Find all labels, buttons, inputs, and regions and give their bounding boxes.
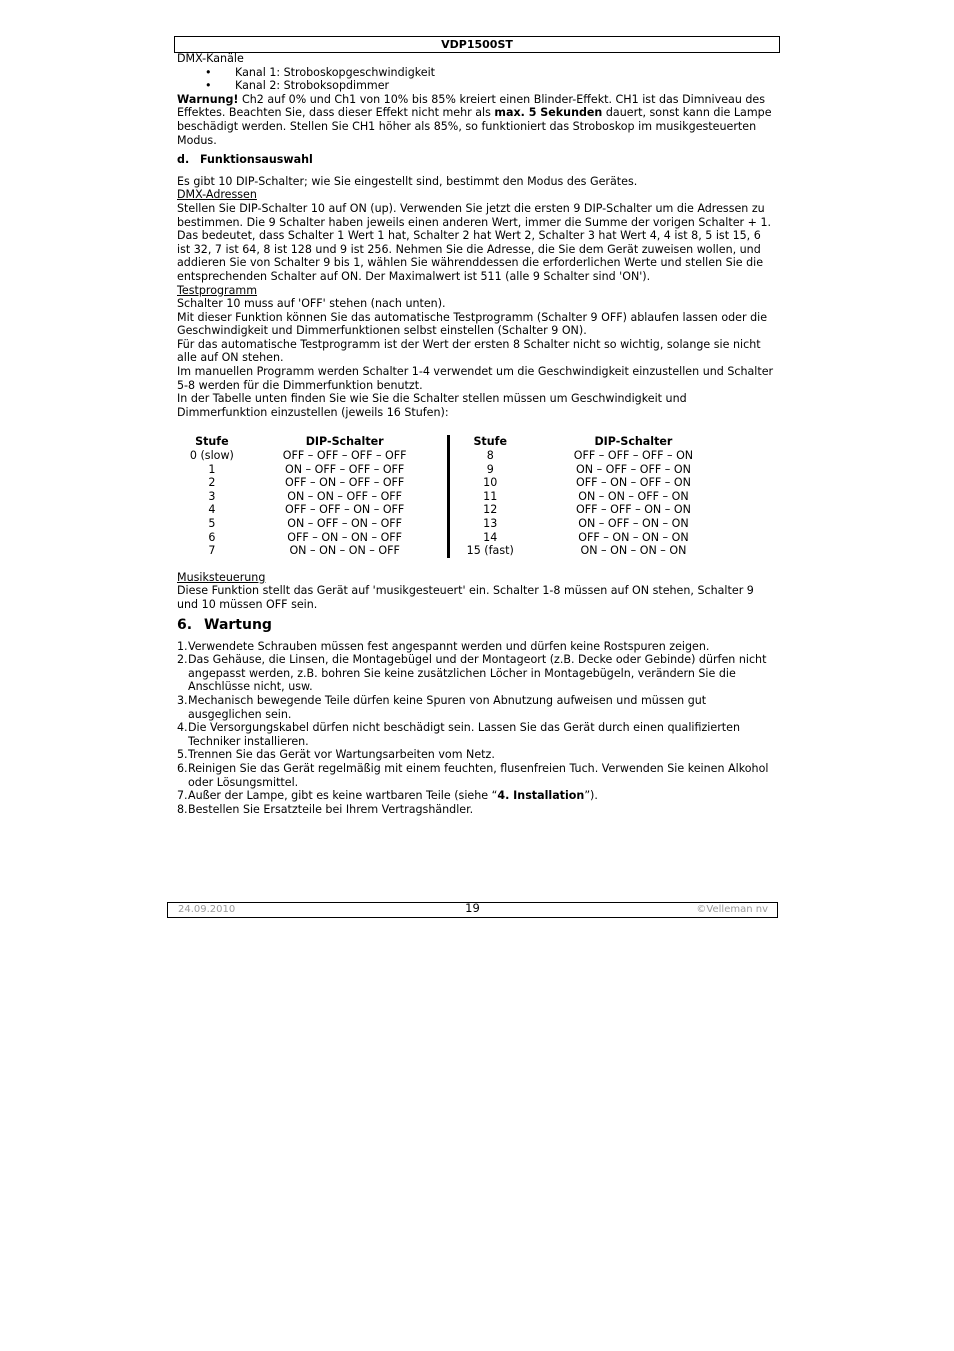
item-reference: 4. Installation xyxy=(497,789,585,803)
chapter-number: 6. xyxy=(177,616,193,633)
item-number: 5. xyxy=(177,748,188,762)
subheading-testprogramm: Testprogramm xyxy=(177,283,258,297)
table-row xyxy=(181,463,736,477)
list-item: • Kanal 2: Stroboksopdimmer xyxy=(177,79,777,93)
test-paragraph: In der Tabelle unten finden Sie wie Sie die Schalter stellen müssen um Geschwindigkeit und Dimmerfunktion einzustellen (jeweils 16 Stufen): xyxy=(177,392,687,419)
item-text: Die Versorgungskabel dürfen nicht beschädigt sein. Lassen Sie das Gerät durch einen qualifizierten Techniker installieren. xyxy=(188,721,740,748)
list-item xyxy=(177,789,777,803)
list-item xyxy=(177,762,777,789)
item-text: ”). xyxy=(584,789,598,803)
chapter-heading xyxy=(177,617,777,634)
page-content xyxy=(177,52,777,816)
table-cell: 7 xyxy=(208,544,216,558)
table-cell: 6 xyxy=(208,530,216,544)
table-cell: 15 (fast) xyxy=(448,544,531,558)
table-row xyxy=(181,490,736,504)
table-row xyxy=(181,544,736,558)
table-row xyxy=(181,476,736,490)
document-title: VDP1500ST xyxy=(441,38,513,51)
list-item xyxy=(177,721,777,748)
table-cell: OFF – ON – ON – OFF xyxy=(287,530,403,544)
warning-paragraph xyxy=(177,93,777,147)
footer-copyright: ©Velleman nv xyxy=(696,904,768,915)
list-item xyxy=(177,640,777,654)
page-footer xyxy=(167,902,778,918)
table-cell: ON – ON – OFF – ON xyxy=(578,489,689,503)
table-cell: OFF – OFF – OFF – OFF xyxy=(282,449,407,463)
list-item xyxy=(177,694,777,721)
list-item xyxy=(177,653,777,694)
item-text: Das Gehäuse, die Linsen, die Montagebügel und der Montageort (z.B. Decke oder Gebinde) dürfen nicht angepasst werden, z.B. bohren Sie keine zusätzlichen Löcher in Montagebügeln, verändern Sie die Anschlüsse nicht, usw. xyxy=(188,653,767,694)
table-row xyxy=(181,517,736,531)
table-header-row xyxy=(181,435,736,449)
item-number: 6. xyxy=(177,761,188,775)
item-text: Bestellen Sie Ersatzteile bei Ihrem Vertragshändler. xyxy=(188,802,474,816)
intro-paragraph: Es gibt 10 DIP-Schalter; wie Sie eingestellt sind, bestimmt den Modus des Gerätes. xyxy=(177,174,638,188)
item-text: Außer der Lampe, gibt es keine wartbaren Teile (siehe “ xyxy=(188,789,498,803)
table-cell: ON – OFF – ON – OFF xyxy=(287,517,403,530)
column-header: Stufe xyxy=(195,435,229,449)
table-cell: 12 xyxy=(448,503,531,517)
table-cell: OFF – ON – ON – ON xyxy=(578,530,689,544)
table-cell: ON – OFF – OFF – OFF xyxy=(285,462,405,476)
dmx-address-paragraph: Stellen Sie DIP-Schalter 10 auf ON (up). Verwenden Sie jetzt die ersten 9 DIP-Schalter um die Adressen zu bestimmen. Die 9 Schalter haben jeweils einen anderen Wert, immer die Summe der vorigen Schalter + 1. Das bedeutet, dass Schalter 1 Wert 1 hat, Schalter 2 hat Wert 2, Schalter 3 hat Wert 4, 4 ist 8, 5 ist 15, 6 ist 32, 7 ist 64, 8 ist 128 und 9 ist 256. Nehmen Sie die Adresse, die Sie dem Gerät zuweisen wollen, und addieren Sie von Schalter 9 bis 1, wählen Sie währenddessen die erforderlichen Werte und stellen Sie die entsprechenden Schalter auf ON. Der Maximalwert ist 511 (alle 9 Schalter sind 'ON'). xyxy=(177,201,772,283)
music-paragraph: Diese Funktion stellt das Gerät auf 'musikgesteuert' ein. Schalter 1-8 müssen auf ON stehen, Schalter 9 und 10 müssen OFF sein. xyxy=(177,584,754,611)
list-item xyxy=(177,748,777,762)
footer-date: 24.09.2010 xyxy=(178,904,236,915)
section-heading xyxy=(177,153,777,167)
maintenance-list xyxy=(177,640,777,817)
table-cell: ON – OFF – OFF – ON xyxy=(576,462,691,476)
item-text: Trennen Sie das Gerät vor Wartungsarbeiten vom Netz. xyxy=(188,748,495,762)
item-text: Reinigen Sie das Gerät regelmäßig mit einem feuchten, flusenfreien Tuch. Verwenden Sie keinen Alkohol oder Lösungsmittel. xyxy=(188,761,769,789)
table-cell: 13 xyxy=(448,517,531,531)
table-cell: 5 xyxy=(208,517,216,530)
section-number: d. xyxy=(177,153,190,167)
table-cell: ON – ON – ON – OFF xyxy=(289,544,400,558)
test-paragraph: Für das automatische Testprogramm ist der Wert der ersten 8 Schalter nicht so wichtig, solange sie nicht alle auf ON stehen. xyxy=(177,337,761,365)
table-cell: 1 xyxy=(208,462,216,476)
table-cell: OFF – OFF – ON – OFF xyxy=(285,503,405,517)
table-cell: 10 xyxy=(448,476,531,490)
table-cell: OFF – OFF – ON – ON xyxy=(576,503,691,517)
table-cell: 11 xyxy=(448,490,531,504)
table-row xyxy=(181,449,736,463)
list-item xyxy=(177,803,777,817)
table-cell: OFF – ON – OFF – OFF xyxy=(285,476,405,490)
subheading-musiksteuerung: Musiksteuerung xyxy=(177,570,266,584)
table-cell: 0 (slow) xyxy=(189,449,234,463)
chapter-title: Wartung xyxy=(204,616,272,633)
table-cell: ON – ON – OFF – OFF xyxy=(287,489,403,503)
table-cell: 3 xyxy=(208,489,216,503)
test-paragraph: Schalter 10 muss auf 'OFF' stehen (nach unten). xyxy=(177,297,446,311)
table-cell: 4 xyxy=(208,503,216,517)
item-text: Mechanisch bewegende Teile dürfen keine Spuren von Abnutzung aufweisen und müssen gut ausgeglichen sein. xyxy=(188,693,707,721)
table-cell: ON – ON – ON – ON xyxy=(580,544,687,558)
table-cell: OFF – ON – OFF – ON xyxy=(576,476,691,490)
item-number: 3. xyxy=(177,693,188,707)
page-number: 19 xyxy=(465,901,480,915)
document-header xyxy=(174,36,780,53)
warning-text: Ch2 auf 0% und Ch1 von 10% bis 85% kreiert einen Blinder-Effekt. CH1 ist das Dimniveau des Effektes. Beachten Sie, dass dieser Effekt nicht mehr als xyxy=(177,92,766,120)
dmx-heading: DMX-Kanäle xyxy=(177,52,244,65)
table-cell: OFF – OFF – OFF – ON xyxy=(573,449,694,463)
item-number: 1. xyxy=(177,639,188,653)
table-cell: ON – OFF – ON – ON xyxy=(578,517,689,530)
test-paragraph: Im manuellen Programm werden Schalter 1-4 verwendet um die Geschwindigkeit einzustellen und Schalter 5-8 werden für die Dimmerfunktion benutzt. xyxy=(177,365,774,392)
table-row xyxy=(181,503,736,517)
table-cell: 2 xyxy=(208,476,216,490)
table-cell: 8 xyxy=(448,449,531,463)
item-number: 4. xyxy=(177,721,188,735)
column-header: DIP-Schalter xyxy=(594,435,673,449)
item-number: 8. xyxy=(177,802,188,816)
test-paragraph: Mit dieser Funktion können Sie das automatische Testprogramm (Schalter 9 OFF) ablaufen lassen oder die Geschwindigkeit und Dimmerfunktionen selbst einstellen (Schalter 9 ON). xyxy=(177,310,768,338)
table-cell: 14 xyxy=(448,531,531,545)
column-header: Stufe xyxy=(448,435,531,449)
subheading-dmx-adressen: DMX-Adressen xyxy=(177,188,257,202)
dip-switch-table xyxy=(181,435,736,557)
section-title: Funktionsauswahl xyxy=(200,153,313,167)
table-cell: 9 xyxy=(448,463,531,477)
warning-emphasis: max. 5 Sekunden xyxy=(494,106,603,120)
column-header: DIP-Schalter xyxy=(305,435,384,449)
list-item: • Kanal 1: Stroboskopgeschwindigkeit xyxy=(177,66,777,80)
item-number: 2. xyxy=(177,653,188,667)
dmx-channel-list xyxy=(177,66,777,93)
item-number: 7. xyxy=(177,789,188,803)
table-row xyxy=(181,531,736,545)
item-text: Verwendete Schrauben müssen fest angespannt werden und dürfen keine Rostspuren zeigen. xyxy=(188,639,710,653)
warning-label: Warnung! xyxy=(177,92,239,106)
warning-text: dauert, sonst kann die Lampe beschädigt werden. Stellen Sie CH1 höher als 85%, so funktioniert das Stroboskop im musikgesteuerten Modus. xyxy=(177,106,772,147)
